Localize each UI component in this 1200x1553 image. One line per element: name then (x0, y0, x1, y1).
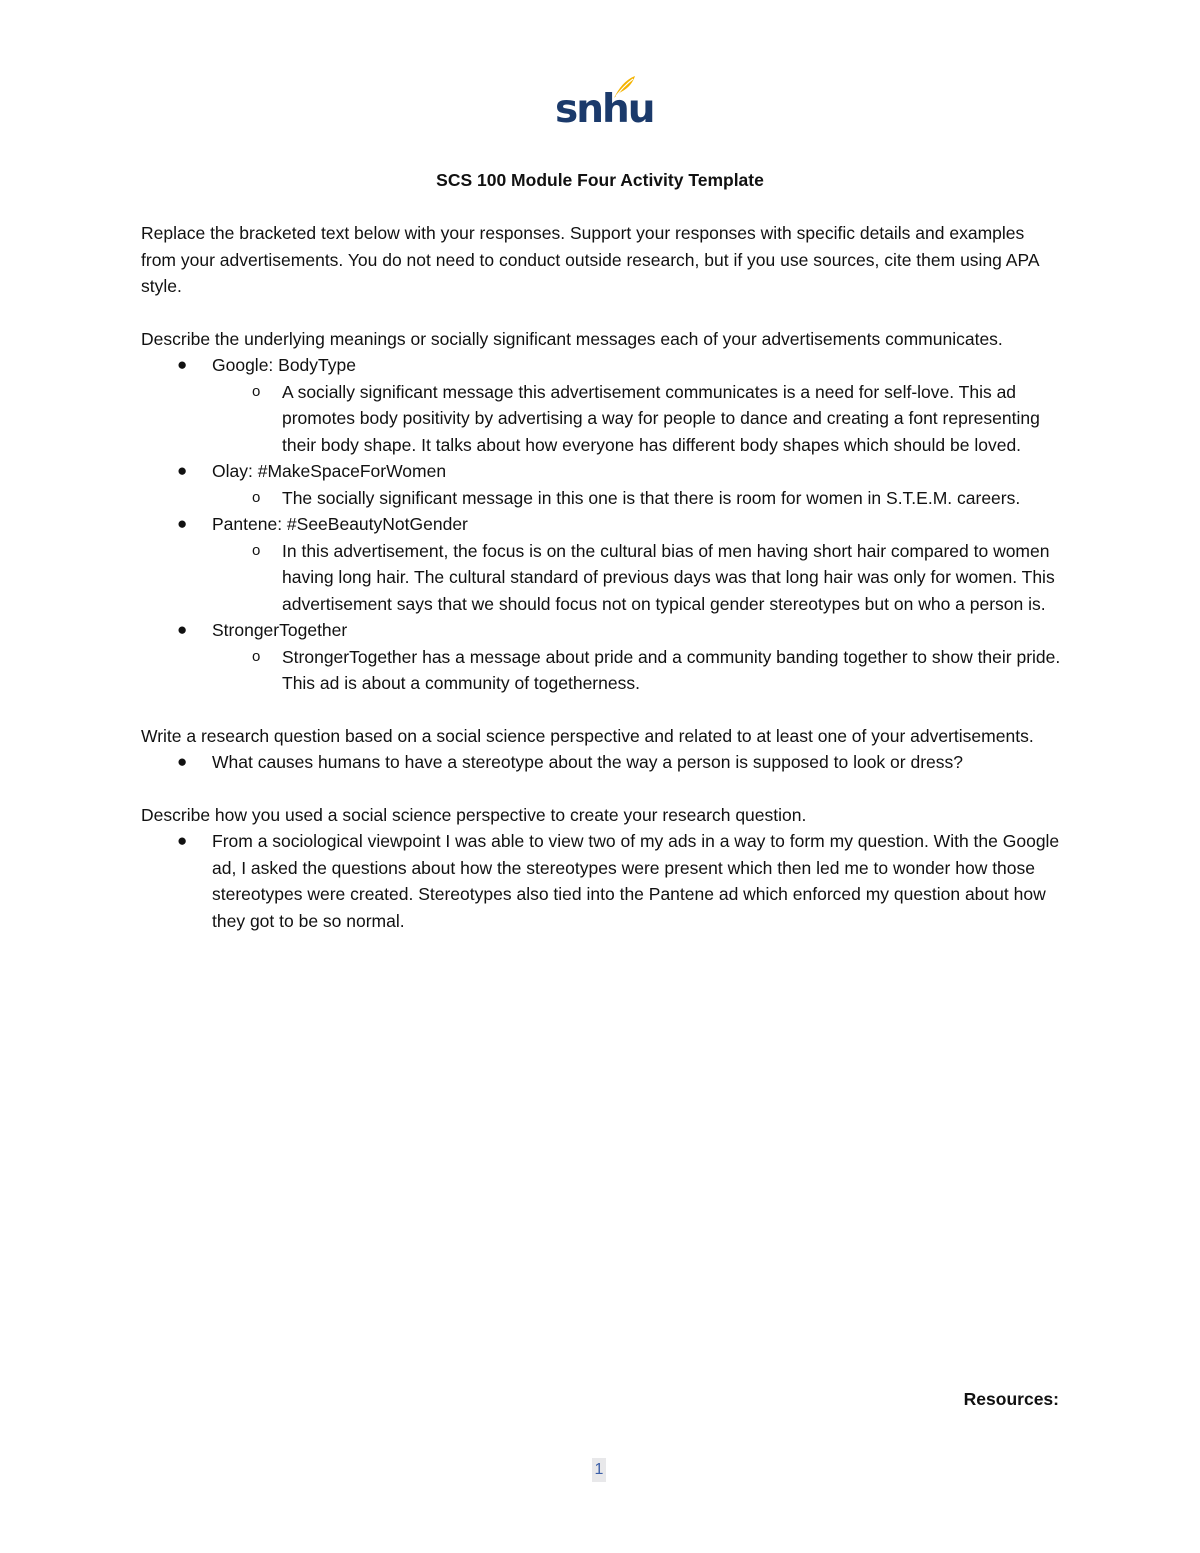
bullet-icon: ● (177, 620, 188, 639)
sub-list-item (212, 538, 1061, 618)
resources-heading: Resources: (963, 1389, 1059, 1409)
section3-prompt: Describe how you used a social science perspective to create your research question. (141, 804, 807, 825)
page-title: SCS 100 Module Four Activity Template (436, 170, 764, 190)
item-label: StrongerTogether (212, 620, 348, 640)
list-item (141, 828, 1061, 934)
sub-list-item (212, 485, 1061, 512)
section3-list (141, 828, 1061, 934)
item-text: From a sociological viewpoint I was able to view two of my ads in a way to form my question. With the Google ad, I asked the questions about how the stereotypes were present which then led me to wonder how those stereotypes were created. Stereotypes also tied into the Pantene ad which enforced my question about how they got to be so normal. (212, 831, 1060, 931)
list-item (141, 617, 1061, 697)
section1-list (141, 352, 1061, 697)
list-item (141, 749, 1061, 776)
bullet-icon: ● (177, 461, 188, 480)
sub-list-item (212, 379, 1061, 459)
sub-list-item (212, 644, 1061, 697)
item-label: Google: BodyType (212, 355, 356, 375)
item-text: In this advertisement, the focus is on the cultural bias of men having short hair compared to women having long hair. The cultural standard of previous days was that long hair was only for women. This advertisement says that we should focus not on typical gender stereotypes but on who a person is. (282, 540, 1055, 614)
circle-bullet-icon: o (252, 647, 261, 665)
document-body (141, 220, 1061, 934)
section1-prompt: Describe the underlying meanings or socially significant messages each of your advertisements communicates. (141, 328, 1003, 349)
circle-bullet-icon: o (252, 382, 261, 400)
item-label: Pantene: #SeeBeautyNotGender (212, 514, 468, 534)
snhu-logo (555, 74, 654, 134)
item-text: What causes humans to have a stereotype about the way a person is supposed to look or dress? (212, 752, 963, 772)
list-item (141, 352, 1061, 458)
page-number: 1 (592, 1458, 606, 1482)
bullet-icon: ● (177, 752, 188, 771)
circle-bullet-icon: o (252, 488, 261, 506)
bullet-icon: ● (177, 514, 188, 533)
bullet-icon: ● (177, 831, 188, 850)
item-label: Olay: #MakeSpaceForWomen (212, 461, 447, 481)
item-text: StrongerTogether has a message about pride and a community banding together to show their pride. This ad is about a community of togetherness. (282, 646, 1061, 693)
section2-prompt: Write a research question based on a social science perspective and related to at least one of your advertisements. (141, 725, 1034, 746)
logo-wordmark: snhu (555, 87, 654, 132)
intro-paragraph: Replace the bracketed text below with your responses. Support your responses with specific details and examples from your advertisements. You do not need to conduct outside research, but if you use sources, cite them using APA style. (141, 223, 1039, 296)
section2-list (141, 749, 1061, 776)
item-text: A socially significant message this advertisement communicates is a need for self-love. This ad promotes body positivity by advertising a way for people to dance and creating a font representing their body shape. It talks about how everyone has different body shapes which should be loved. (282, 381, 1040, 455)
item-text: The socially significant message in this one is that there is room for women in S.T.E.M. careers. (282, 487, 1021, 508)
list-item (141, 458, 1061, 511)
list-item (141, 511, 1061, 617)
circle-bullet-icon: o (252, 541, 261, 559)
bullet-icon: ● (177, 355, 188, 374)
